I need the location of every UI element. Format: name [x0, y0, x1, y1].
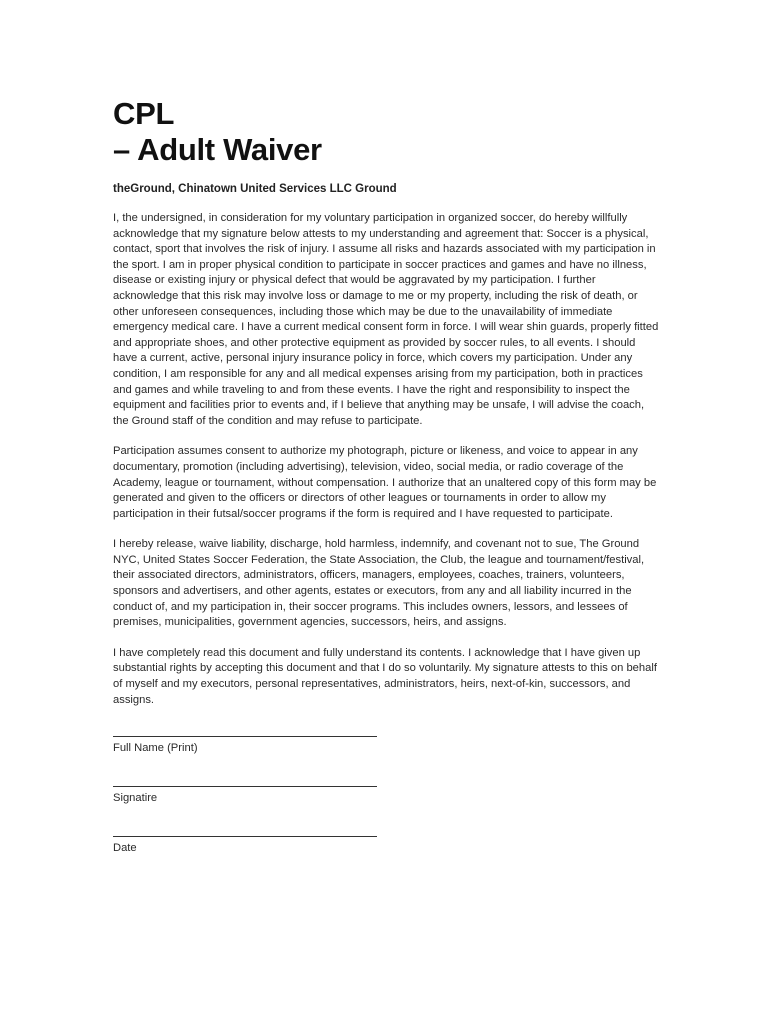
signature-line[interactable] [113, 778, 377, 787]
date-line[interactable] [113, 828, 377, 837]
paragraph-acknowledgement: I have completely read this document and fully understand its contents. I acknowledge that I have given up substantial rights by accepting this document and that I do so voluntarily. My signature attests to this on behalf of myself and my executors, personal representatives, administrators, heirs, next-of-kin, successors, and assigns. [113, 646, 657, 706]
date-label: Date [113, 842, 137, 855]
signature-label: Signatire [113, 792, 158, 805]
paragraph-assumption-of-risk: I, the undersigned, in consideration for my voluntary participation in organized soccer, do hereby willfully acknowledge that my signature below attests to my understanding and agreement that: Soccer is a physical, contact, sport that involves the risk of injury. I assume all risks and hazards associated with my participation in the sport. I am in proper physical condition to participate in soccer practices and games and have no illness, disease or existing injury or physical defect that would be aggravated by my participation. I further acknowledge that this risk may involve loss or damage to me or my property, including the risk of death, or other unforeseen consequences, including those which may be due to the unavailability of immediate emergency medical care. I have a current medical consent form in force. I will wear shin guards, properly fitted and appropriate shoes, and other protective equipment as provided by soccer rules, to all events. I should have a current, active, personal injury insurance policy in force, which covers my participation. Under any condition, I am responsible for any and all medical expenses arising from my participation, both in practices and games and while traveling to and from these events. I have the right and responsibility to inspect the equipment and facilities prior to events and, if I believe that anything may be unsafe, I will advise the coach, the Ground staff of the condition and may refuse to participate. [113, 212, 659, 427]
paragraph-media-consent: Participation assumes consent to authorize my photograph, picture or likeness, and voice to appear in any documentary, promotion (including advertising), television, video, social media, or radio coverage of the Academy, league or tournament, without compensation. I authorize that an unaltered copy of this form may be generated and given to the officers or directors of other leagues or tournaments in order to allow my participation in their futsal/soccer programs if the form is required and I have requested to participate. [113, 445, 657, 520]
document-title-line-1: CPL [113, 96, 175, 131]
waiver-document [113, 96, 661, 856]
document-title-line-2: – Adult Waiver [113, 132, 322, 167]
full-name-label: Full Name (Print) [113, 742, 198, 755]
document-subtitle: theGround, Chinatown United Services LLC Ground [113, 183, 397, 195]
full-name-field[interactable] [113, 728, 661, 756]
full-name-line[interactable] [113, 728, 377, 737]
signature-field[interactable] [113, 778, 661, 806]
paragraph-release-of-liability: I hereby release, waive liability, discharge, hold harmless, indemnify, and covenant not to sue, The Ground NYC, United States Soccer Federation, the State Association, the Club, the league and tournament/festival, their associated directors, administrators, officers, managers, employees, coaches, trainers, volunteers, sponsors and advertisers, and other agents, estates or executors, from any and all liability incurred in the conduct of, and my participation in, their soccer programs. This includes owners, lessors, and lessees of premises, municipalities, government agencies, successors, heirs, and assigns. [113, 538, 645, 629]
date-field[interactable] [113, 828, 661, 856]
